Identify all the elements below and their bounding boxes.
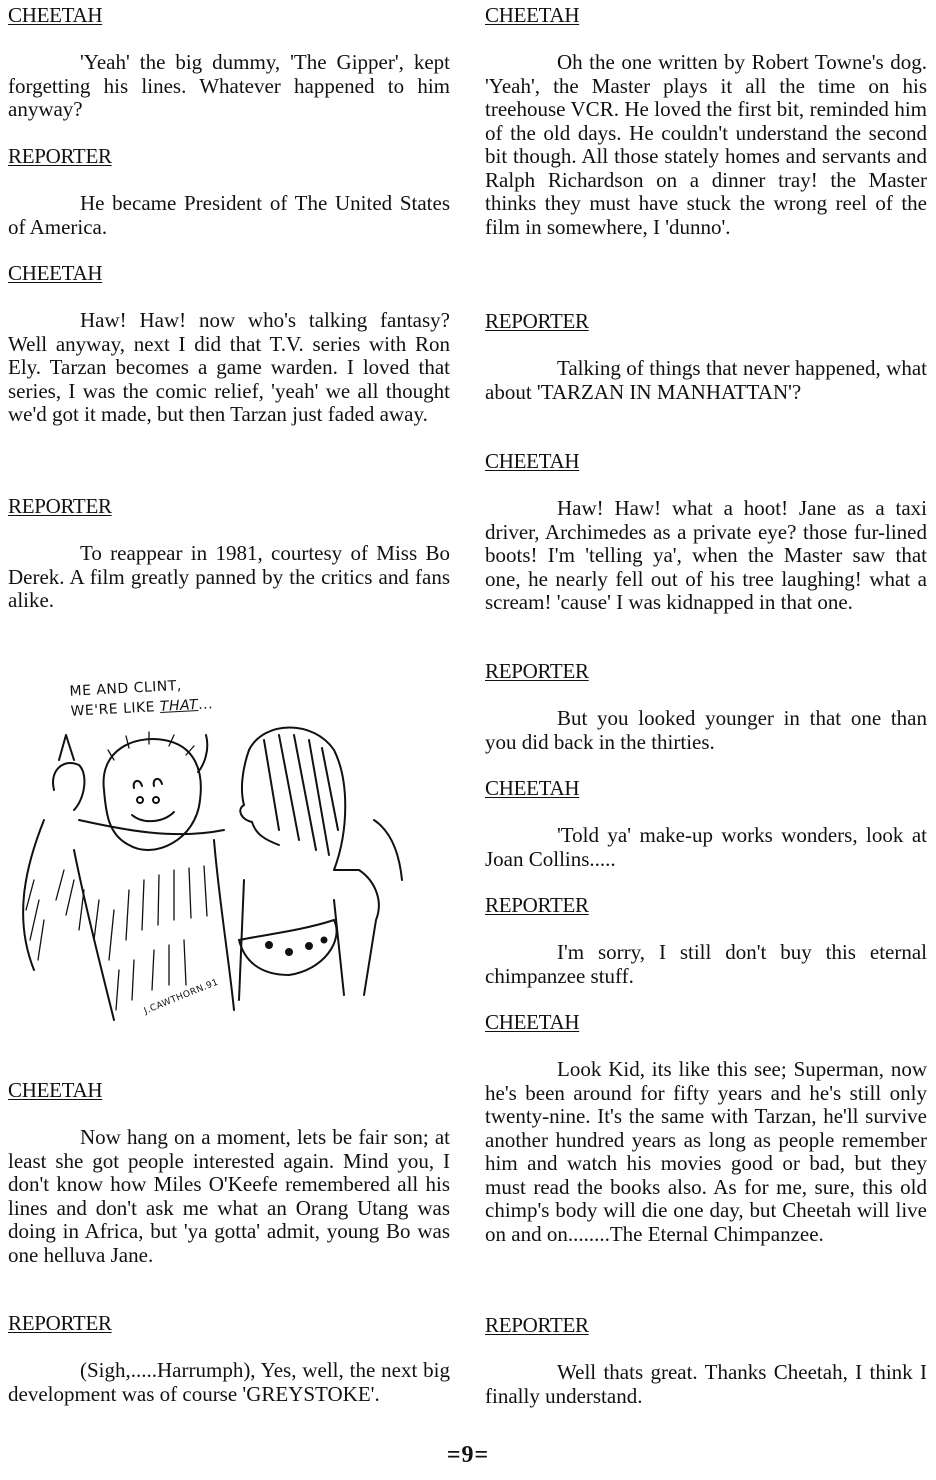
speaker-label: CHEETAH — [485, 776, 580, 800]
speaker-label: REPORTER — [485, 659, 589, 683]
dialogue-paragraph: But you looked younger in that one than you did back in the thirties. — [485, 706, 927, 754]
speaker-label: CHEETAH — [8, 3, 103, 27]
jane-figure — [239, 728, 402, 1001]
speaker-label: CHEETAH — [485, 1010, 580, 1034]
speaker-label: REPORTER — [485, 309, 589, 333]
dialogue-paragraph: Talking of things that never happened, what about 'TARZAN IN MANHATTAN'? — [485, 356, 927, 404]
dialogue-paragraph: 'Yeah' the big dummy, 'The Gipper', kept forgetting his lines. Whatever happened to him anyway? — [8, 50, 450, 121]
dialogue-paragraph: Look Kid, its like this see; Superman, now he's been around for fifty years and he's still only twenty-nine. It's the same with Tarzan, he'll survive another hundred years as long as people remember him and watch his movies good or bad, but they must read the books also. As for me, sure, this old chimp's body will die one day, but Cheetah will live on and on........The Eternal Chimpanzee. — [485, 1057, 927, 1246]
dialogue-paragraph: To reappear in 1981, courtesy of Miss Bo Derek. A film greatly panned by the critics and fans alike. — [8, 541, 450, 612]
speaker-label: CHEETAH — [8, 1078, 103, 1102]
dialogue-paragraph: Well thats great. Thanks Cheetah, I think I finally understand. — [485, 1360, 927, 1408]
dialogue-paragraph: I'm sorry, I still don't buy this eternal chimpanzee stuff. — [485, 940, 927, 988]
speech-pointer — [198, 735, 207, 772]
dialogue-paragraph: (Sigh,.....Harrumph), Yes, well, the next big development was of course 'GREYSTOKE'. — [8, 1358, 450, 1406]
speaker-label: REPORTER — [8, 494, 112, 518]
dialogue-paragraph: He became President of The United States of America. — [8, 191, 450, 239]
speech-bubble-text — [69, 674, 213, 721]
speech-line-2: WE'RE LIKE THAT... — [70, 696, 214, 720]
speaker-label: CHEETAH — [485, 449, 580, 473]
dialogue-paragraph: Now hang on a moment, lets be fair son; at least she got people interested again. Mind you, I don't know how Miles O'Keefe remembered all his lines and don't ask me what an Orang Utang was doing in Africa, but 'ya gotta' admit, young Bo was one helluva Jane. — [8, 1125, 450, 1267]
dialogue-paragraph: Haw! Haw! what a hoot! Jane as a taxi driver, Archimedes as a private eye? those fur-lined boots! I'm 'telling ya', when the Master saw that one, he nearly fell out of his tree laughing! what a scream! 'cause' I was kidnapped in that one. — [485, 496, 927, 614]
dialogue-paragraph: Haw! Haw! now who's talking fantasy? Well anyway, next I did that T.V. series with Ron Ely. Tarzan becomes a game warden. I loved that series, I was the comic relief, 'yeah' we all thought we'd got it made, but then Tarzan just faded away. — [8, 308, 450, 426]
cartoon-illustration — [4, 640, 464, 1040]
speaker-label: REPORTER — [8, 1311, 112, 1335]
dialogue-paragraph: 'Told ya' make-up works wonders, look at Joan Collins..... — [485, 823, 927, 871]
speaker-label: REPORTER — [485, 893, 589, 917]
artist-signature: J.CAWTHORN.91 — [142, 977, 221, 1017]
speaker-label: REPORTER — [8, 144, 112, 168]
dialogue-paragraph: Oh the one written by Robert Towne's dog. 'Yeah', the Master plays it all the time on his treehouse VCR. He loved the first bit, reminded him of the old days. He couldn't understand the second bit though. All those stately homes and servants and Ralph Richardson on a dinner tray! the Master thinks they must have stuck the wrong reel of the film in somewhere, I 'dunno'. — [485, 50, 927, 239]
page-number: =9= — [446, 1442, 490, 1468]
speaker-label: CHEETAH — [485, 3, 580, 27]
speaker-label: REPORTER — [485, 1313, 589, 1337]
speech-line-1: ME AND CLINT, — [69, 677, 183, 700]
speaker-label: CHEETAH — [8, 261, 103, 285]
